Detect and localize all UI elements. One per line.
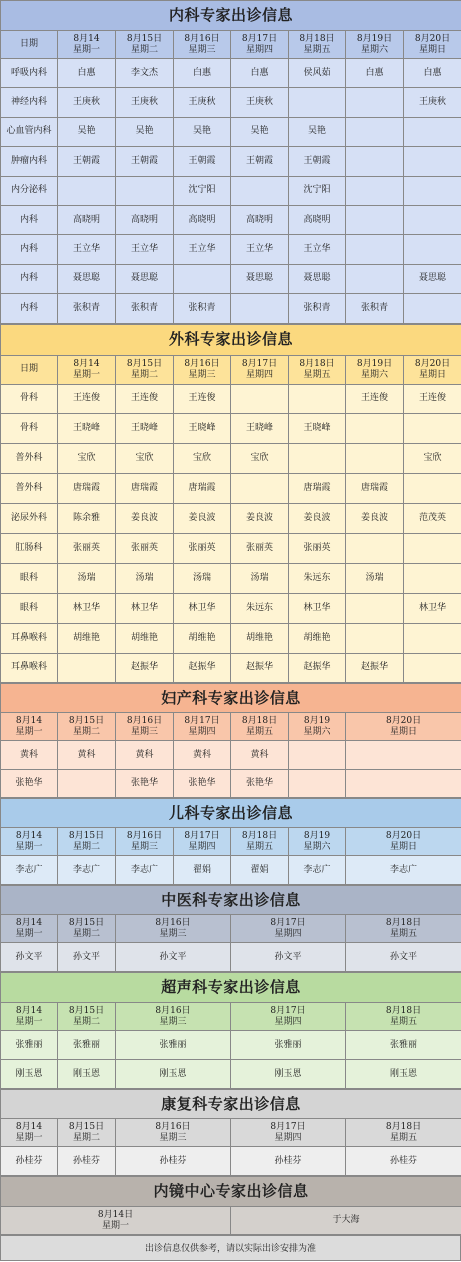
section-zhongyi [0, 885, 461, 972]
department-cell: 眼科 [1, 593, 58, 623]
header-cell: 8月15日 星期二 [58, 713, 116, 741]
header-cell: 8月16日 星期三 [116, 828, 174, 856]
table-row [1, 147, 461, 176]
doctor-cell: 宝欣 [116, 444, 174, 474]
table-row [1, 414, 461, 444]
table-row [1, 264, 461, 293]
doctor-cell: 姜良波 [346, 504, 404, 534]
doctor-cell: 张积青 [174, 294, 231, 323]
doctor-cell: 朱远东 [289, 563, 346, 593]
date-header-row [1, 828, 461, 856]
header-cell: 8月20日 星期日 [404, 31, 461, 59]
doctor-cell: 沈宁阳 [289, 176, 346, 205]
doctor-cell: 黄科 [174, 741, 231, 770]
doctor-cell: 翟娟 [231, 856, 289, 885]
doctor-cell [404, 235, 461, 264]
doctor-cell: 胡维艳 [116, 623, 174, 653]
header-cell-date: 日期 [1, 31, 58, 59]
date-header-row [1, 31, 461, 59]
doctor-cell: 赵振华 [289, 653, 346, 683]
section-erke [0, 798, 461, 885]
doctor-cell [231, 384, 289, 414]
section-title-row [1, 1, 461, 31]
department-cell: 内科 [1, 235, 58, 264]
department-cell: 耳鼻喉科 [1, 653, 58, 683]
footer-note: 出诊信息仅供参考，请以实际出诊安排为准 [0, 1235, 461, 1261]
doctor-cell: 孙桂芬 [346, 1147, 461, 1176]
doctor-cell: 王立华 [289, 235, 346, 264]
doctor-cell: 张艳华 [1, 769, 58, 798]
doctor-cell [289, 769, 346, 798]
header-cell: 8月15日 星期二 [58, 1003, 116, 1031]
doctor-cell [346, 414, 404, 444]
doctor-cell: 孙文平 [346, 943, 461, 972]
doctor-cell: 王庚秋 [116, 88, 174, 117]
doctor-cell [346, 117, 404, 146]
doctor-cell: 黄科 [231, 741, 289, 770]
doctor-cell: 张雅丽 [346, 1031, 461, 1060]
header-cell: 8月15日 星期二 [58, 1119, 116, 1147]
header-cell: 8月14日 星期一 [1, 1207, 231, 1235]
doctor-cell [346, 623, 404, 653]
doctor-cell: 白惠 [404, 59, 461, 88]
doctor-cell [346, 147, 404, 176]
header-cell: 8月15日 星期二 [58, 915, 116, 943]
section-title: 中医科专家出诊信息 [1, 886, 461, 915]
doctor-cell: 黄科 [58, 741, 116, 770]
doctor-cell: 孙桂芬 [116, 1147, 231, 1176]
doctor-cell [404, 563, 461, 593]
doctor-cell: 孙文平 [116, 943, 231, 972]
doctor-cell: 王庚秋 [174, 88, 231, 117]
doctor-cell: 张丽英 [289, 533, 346, 563]
doctor-cell: 李志广 [346, 856, 461, 885]
department-cell: 神经内科 [1, 88, 58, 117]
table-row [1, 205, 461, 234]
doctor-cell: 陈余雅 [58, 504, 116, 534]
doctor-cell: 王连俊 [346, 384, 404, 414]
table-row [1, 533, 461, 563]
doctor-cell: 白惠 [174, 59, 231, 88]
doctor-cell: 吴艳 [289, 117, 346, 146]
table-row [1, 943, 461, 972]
date-header-row [1, 1207, 461, 1235]
date-header-row [1, 915, 461, 943]
header-cell: 8月17日 星期四 [174, 713, 231, 741]
doctor-cell: 王连俊 [174, 384, 231, 414]
doctor-cell: 王庚秋 [231, 88, 289, 117]
department-cell: 内科 [1, 205, 58, 234]
department-cell: 内科 [1, 264, 58, 293]
date-header-row [1, 1003, 461, 1031]
doctor-cell [404, 414, 461, 444]
doctor-cell [58, 769, 116, 798]
department-cell: 骨科 [1, 384, 58, 414]
doctor-cell: 王立华 [116, 235, 174, 264]
header-cell: 8月18日 星期五 [289, 355, 346, 384]
doctor-cell: 汤瑞 [58, 563, 116, 593]
doctor-cell: 高晓明 [231, 205, 289, 234]
doctor-cell [404, 176, 461, 205]
header-cell: 8月18日 星期五 [346, 915, 461, 943]
doctor-cell: 胡维艳 [174, 623, 231, 653]
header-cell: 8月19日 星期六 [346, 355, 404, 384]
doctor-cell [346, 444, 404, 474]
doctor-cell: 胡维艳 [289, 623, 346, 653]
table-row [1, 59, 461, 88]
doctor-cell: 张丽英 [58, 533, 116, 563]
doctor-cell: 吴艳 [116, 117, 174, 146]
doctor-cell: 林卫华 [116, 593, 174, 623]
doctor-cell: 林卫华 [174, 593, 231, 623]
doctor-cell [116, 176, 174, 205]
section-title: 内镜中心专家出诊信息 [1, 1177, 461, 1207]
section-title: 儿科专家出诊信息 [1, 799, 461, 828]
department-cell: 肛肠科 [1, 533, 58, 563]
date-header-row [1, 355, 461, 384]
header-cell: 8月16日 星期三 [174, 31, 231, 59]
header-cell: 于大海 [231, 1207, 461, 1235]
header-cell: 8月18日 星期五 [346, 1003, 461, 1031]
doctor-cell: 孙文平 [1, 943, 58, 972]
doctor-cell: 吴艳 [58, 117, 116, 146]
doctor-cell: 姜良波 [174, 504, 231, 534]
doctor-cell: 吴艳 [174, 117, 231, 146]
doctor-cell [346, 235, 404, 264]
doctor-cell: 张丽英 [174, 533, 231, 563]
table-row [1, 294, 461, 323]
header-cell: 8月17日 星期四 [231, 31, 289, 59]
section-title: 妇产科专家出诊信息 [1, 684, 461, 713]
doctor-cell: 王朝霞 [231, 147, 289, 176]
section-title-row [1, 1177, 461, 1207]
doctor-cell: 唐瑞霞 [58, 474, 116, 504]
doctor-cell: 翟娟 [174, 856, 231, 885]
doctor-cell: 林卫华 [289, 593, 346, 623]
header-cell: 8月18日 星期五 [231, 828, 289, 856]
section-title: 外科专家出诊信息 [1, 324, 461, 355]
doctor-cell: 聂思聪 [116, 264, 174, 293]
doctor-cell: 侯风茹 [289, 59, 346, 88]
doctor-cell: 张丽英 [231, 533, 289, 563]
doctor-cell: 王晓峰 [174, 414, 231, 444]
table-row [1, 623, 461, 653]
doctor-cell: 宝欣 [404, 444, 461, 474]
section-fuchan [0, 683, 461, 798]
doctor-cell: 赵振华 [116, 653, 174, 683]
doctor-cell [346, 769, 461, 798]
doctor-cell: 黄科 [116, 741, 174, 770]
table-row [1, 444, 461, 474]
doctor-cell: 张艳华 [116, 769, 174, 798]
department-cell: 骨科 [1, 414, 58, 444]
table-row [1, 769, 461, 798]
doctor-cell: 宝欣 [231, 444, 289, 474]
header-cell: 8月15日 星期二 [116, 31, 174, 59]
header-cell: 8月14 星期一 [1, 1003, 58, 1031]
doctor-cell [404, 533, 461, 563]
doctor-cell [231, 474, 289, 504]
date-header-row [1, 1119, 461, 1147]
table-row [1, 1031, 461, 1060]
doctor-cell: 唐瑞霞 [289, 474, 346, 504]
header-cell: 8月20日 星期日 [346, 713, 461, 741]
date-header-row [1, 713, 461, 741]
doctor-cell: 林卫华 [404, 593, 461, 623]
table-row [1, 88, 461, 117]
doctor-cell: 王晓峰 [116, 414, 174, 444]
doctor-cell [404, 294, 461, 323]
doctor-cell: 张积青 [116, 294, 174, 323]
doctor-cell: 王晓峰 [231, 414, 289, 444]
header-cell: 8月20日 星期日 [404, 355, 461, 384]
header-cell: 8月16日 星期三 [116, 915, 231, 943]
doctor-cell: 范茂英 [404, 504, 461, 534]
table-row [1, 1060, 461, 1089]
doctor-cell [404, 205, 461, 234]
table-row [1, 563, 461, 593]
doctor-cell [346, 741, 461, 770]
doctor-cell: 王庚秋 [58, 88, 116, 117]
header-cell: 8月14 星期一 [1, 915, 58, 943]
header-cell: 8月18日 星期五 [231, 713, 289, 741]
doctor-cell: 刚玉恩 [58, 1060, 116, 1089]
doctor-cell: 刚玉恩 [346, 1060, 461, 1089]
header-cell: 8月15日 星期二 [116, 355, 174, 384]
header-cell: 8月14 星期一 [1, 713, 58, 741]
doctor-cell: 汤瑞 [231, 563, 289, 593]
doctor-cell: 胡维艳 [231, 623, 289, 653]
doctor-cell: 张积青 [346, 294, 404, 323]
doctor-cell: 刚玉恩 [116, 1060, 231, 1089]
doctor-cell: 聂思聪 [289, 264, 346, 293]
doctor-cell: 赵振华 [174, 653, 231, 683]
section-neike [0, 0, 461, 324]
doctor-cell: 刚玉恩 [231, 1060, 346, 1089]
doctor-cell: 王朝霞 [58, 147, 116, 176]
doctor-cell: 宝欣 [174, 444, 231, 474]
section-title-row [1, 684, 461, 713]
section-neijing [0, 1176, 461, 1235]
doctor-cell: 聂思聪 [58, 264, 116, 293]
table-row [1, 593, 461, 623]
doctor-cell: 唐瑞霞 [174, 474, 231, 504]
doctor-cell [58, 176, 116, 205]
header-cell: 8月14 星期一 [1, 1119, 58, 1147]
department-cell: 内科 [1, 294, 58, 323]
section-title-row [1, 886, 461, 915]
table-row [1, 741, 461, 770]
doctor-cell [404, 474, 461, 504]
doctor-cell: 王朝霞 [289, 147, 346, 176]
doctor-cell: 孙桂芬 [231, 1147, 346, 1176]
doctor-cell: 沈宁阳 [174, 176, 231, 205]
doctor-cell: 姜良波 [231, 504, 289, 534]
doctor-cell [346, 205, 404, 234]
doctor-cell: 王立华 [58, 235, 116, 264]
header-cell: 8月15日 星期二 [58, 828, 116, 856]
doctor-cell [174, 264, 231, 293]
doctor-cell: 王晓峰 [58, 414, 116, 444]
doctor-cell [404, 653, 461, 683]
header-cell-date: 日期 [1, 355, 58, 384]
doctor-cell [346, 88, 404, 117]
department-cell: 泌尿外科 [1, 504, 58, 534]
doctor-cell: 孙桂芬 [58, 1147, 116, 1176]
header-cell: 8月16日 星期三 [116, 713, 174, 741]
doctor-cell: 王连俊 [116, 384, 174, 414]
doctor-cell: 张雅丽 [116, 1031, 231, 1060]
header-cell: 8月14 星期一 [58, 31, 116, 59]
doctor-cell: 张雅丽 [58, 1031, 116, 1060]
table-row [1, 176, 461, 205]
header-cell: 8月18日 星期五 [346, 1119, 461, 1147]
header-cell: 8月17日 星期四 [174, 828, 231, 856]
doctor-cell: 张雅丽 [1, 1031, 58, 1060]
header-cell: 8月17日 星期四 [231, 1003, 346, 1031]
doctor-cell [231, 294, 289, 323]
doctor-cell [346, 264, 404, 293]
doctor-cell: 王立华 [231, 235, 289, 264]
doctor-cell: 王连俊 [404, 384, 461, 414]
header-cell: 8月14 星期一 [1, 828, 58, 856]
doctor-cell: 张丽英 [116, 533, 174, 563]
doctor-cell: 黄科 [1, 741, 58, 770]
header-cell: 8月17日 星期四 [231, 1119, 346, 1147]
section-title: 内科专家出诊信息 [1, 1, 461, 31]
table-row [1, 653, 461, 683]
table-row [1, 474, 461, 504]
doctor-cell: 李志广 [116, 856, 174, 885]
doctor-cell: 赵振华 [346, 653, 404, 683]
doctor-cell [346, 176, 404, 205]
department-cell: 呼吸内科 [1, 59, 58, 88]
doctor-cell: 吴艳 [231, 117, 289, 146]
doctor-cell: 张雅丽 [231, 1031, 346, 1060]
doctor-cell: 白惠 [58, 59, 116, 88]
header-cell: 8月17日 星期四 [231, 355, 289, 384]
doctor-cell: 王朝霞 [174, 147, 231, 176]
section-title-row [1, 973, 461, 1003]
doctor-cell: 聂思聪 [404, 264, 461, 293]
doctor-cell: 王庚秋 [404, 88, 461, 117]
section-title: 康复科专家出诊信息 [1, 1090, 461, 1119]
section-title-row [1, 799, 461, 828]
department-cell: 普外科 [1, 444, 58, 474]
doctor-cell: 高晓明 [174, 205, 231, 234]
doctor-cell: 高晓明 [116, 205, 174, 234]
doctor-cell: 聂思聪 [231, 264, 289, 293]
header-cell: 8月16日 星期三 [116, 1119, 231, 1147]
department-cell: 眼科 [1, 563, 58, 593]
header-cell: 8月19 星期六 [289, 828, 346, 856]
table-row [1, 504, 461, 534]
doctor-cell: 张艳华 [174, 769, 231, 798]
doctor-cell [231, 176, 289, 205]
table-row [1, 384, 461, 414]
doctor-cell: 姜良波 [116, 504, 174, 534]
doctor-cell: 王连俊 [58, 384, 116, 414]
doctor-cell: 唐瑞霞 [116, 474, 174, 504]
table-row [1, 1147, 461, 1176]
department-cell: 肿瘤内科 [1, 147, 58, 176]
doctor-cell: 赵振华 [231, 653, 289, 683]
department-cell: 普外科 [1, 474, 58, 504]
table-row [1, 856, 461, 885]
doctor-cell [404, 623, 461, 653]
doctor-cell [289, 741, 346, 770]
doctor-cell: 张积青 [289, 294, 346, 323]
doctor-cell: 孙文平 [58, 943, 116, 972]
doctor-cell: 李志广 [1, 856, 58, 885]
doctor-cell: 白惠 [231, 59, 289, 88]
doctor-cell: 刚玉恩 [1, 1060, 58, 1089]
doctor-cell: 高晓明 [58, 205, 116, 234]
header-cell: 8月19日 星期六 [346, 31, 404, 59]
doctor-cell: 王晓峰 [289, 414, 346, 444]
doctor-cell: 王朝霞 [116, 147, 174, 176]
table-row [1, 235, 461, 264]
doctor-cell [404, 147, 461, 176]
header-cell: 8月19 星期六 [289, 713, 346, 741]
header-cell: 8月16日 星期三 [174, 355, 231, 384]
doctor-cell [289, 88, 346, 117]
doctor-cell [289, 384, 346, 414]
doctor-cell [346, 533, 404, 563]
doctor-cell: 高晓明 [289, 205, 346, 234]
header-cell: 8月18日 星期五 [289, 31, 346, 59]
doctor-cell: 王立华 [174, 235, 231, 264]
doctor-cell: 朱远东 [231, 593, 289, 623]
section-kangfu [0, 1089, 461, 1176]
header-cell: 8月14 星期一 [58, 355, 116, 384]
doctor-cell: 李志广 [58, 856, 116, 885]
header-cell: 8月16日 星期三 [116, 1003, 231, 1031]
doctor-cell: 张积青 [58, 294, 116, 323]
doctor-cell: 孙文平 [231, 943, 346, 972]
doctor-cell [346, 593, 404, 623]
section-waike [0, 324, 461, 684]
doctor-cell: 宝欣 [58, 444, 116, 474]
doctor-cell: 李志广 [289, 856, 346, 885]
doctor-cell: 汤瑞 [174, 563, 231, 593]
doctor-cell: 李文杰 [116, 59, 174, 88]
doctor-cell: 姜良波 [289, 504, 346, 534]
doctor-cell [58, 653, 116, 683]
section-chaosheng [0, 972, 461, 1089]
doctor-cell: 唐瑞霞 [346, 474, 404, 504]
section-title-row [1, 324, 461, 355]
section-title: 超声科专家出诊信息 [1, 973, 461, 1003]
doctor-cell: 汤瑞 [116, 563, 174, 593]
doctor-cell: 张艳华 [231, 769, 289, 798]
table-row [1, 117, 461, 146]
department-cell: 心血管内科 [1, 117, 58, 146]
doctor-cell: 白惠 [346, 59, 404, 88]
doctor-cell: 林卫华 [58, 593, 116, 623]
doctor-cell: 汤瑞 [346, 563, 404, 593]
doctor-cell [404, 117, 461, 146]
doctor-cell [289, 444, 346, 474]
department-cell: 内分泌科 [1, 176, 58, 205]
header-cell: 8月17日 星期四 [231, 915, 346, 943]
section-title-row [1, 1090, 461, 1119]
department-cell: 耳鼻喉科 [1, 623, 58, 653]
doctor-cell: 孙桂芬 [1, 1147, 58, 1176]
doctor-cell: 胡维艳 [58, 623, 116, 653]
header-cell: 8月20日 星期日 [346, 828, 461, 856]
